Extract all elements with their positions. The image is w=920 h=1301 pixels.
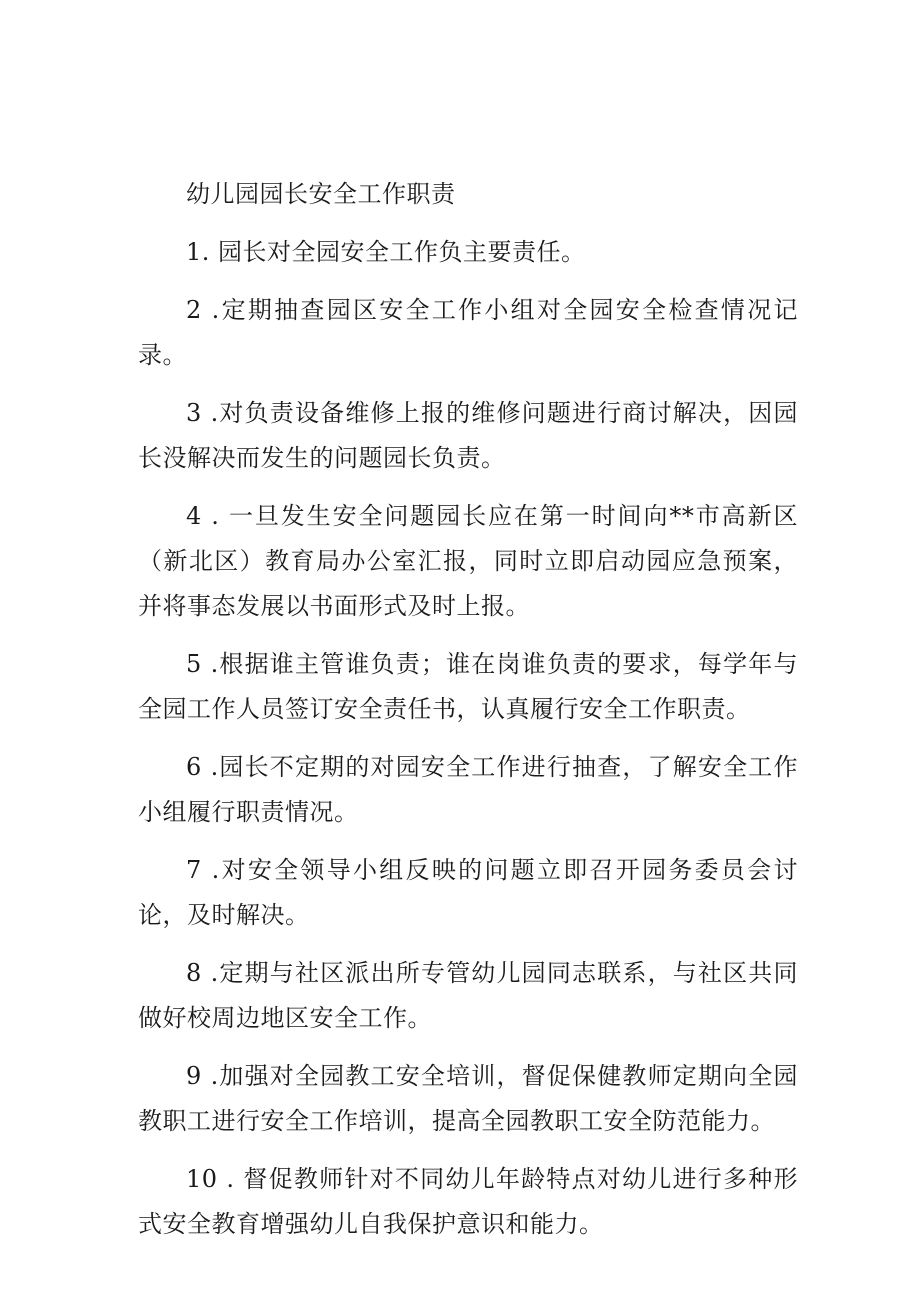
- duty-item-9: 9 .加强对全园教工安全培训，督促保健教师定期向全园教职工进行安全工作培训，提高全园教职工安全防范能力。: [138, 1062, 798, 1135]
- duty-item-8: 8 .定期与社区派出所专管幼儿园同志联系，与社区共同做好校周边地区安全工作。: [138, 959, 798, 1032]
- duty-item-7: 7 .对安全领导小组反映的问题立即召开园务委员会讨论，及时解决。: [138, 856, 798, 929]
- duty-item-3: 3 .对负责设备维修上报的维修问题进行商讨解决，因园长没解决而发生的问题园长负责。: [138, 399, 798, 472]
- duty-item-1: 1. 园长对全园安全工作负主要责任。: [186, 238, 586, 266]
- document-page: [138, 172, 798, 1260]
- duty-item-4: 4 . 一旦发生安全问题园长应在第一时间向**市高新区（新北区）教育局办公室汇报，同时立即启动园应急预案，并将事态发展以书面形式及时上报。: [138, 502, 798, 620]
- document-title: 幼儿园园长安全工作职责: [186, 180, 456, 208]
- duty-item-5: 5 .根据谁主管谁负责；谁在岗谁负责的要求，每学年与全园工作人员签订安全责任书，认真履行安全工作职责。: [138, 650, 798, 723]
- duty-item-10: 10 . 督促教师针对不同幼儿年龄特点对幼儿进行多种形式安全教育增强幼儿自我保护意识和能力。: [138, 1165, 798, 1238]
- duty-item-6: 6 .园长不定期的对园安全工作进行抽查，了解安全工作小组履行职责情况。: [138, 753, 798, 826]
- duty-item-2: 2 .定期抽查园区安全工作小组对全园安全检查情况记录。: [138, 296, 798, 369]
